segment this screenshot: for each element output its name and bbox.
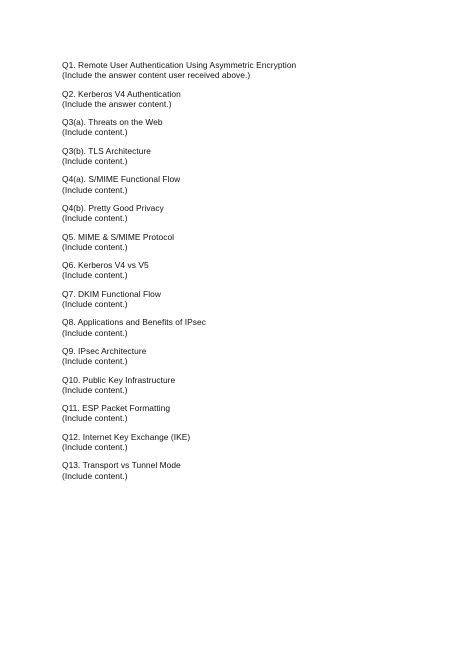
question-note: (Include content.) (62, 384, 128, 395)
question-item-q6 (62, 260, 442, 289)
question-title: Q6. Kerberos V4 vs V5 (62, 260, 149, 271)
question-title: Q4(b). Pretty Good Privacy (62, 202, 164, 213)
question-title: Q5. MIME & S/MIME Protocol (62, 231, 175, 242)
question-title: Q12. Internet Key Exchange (IKE) (62, 431, 191, 442)
question-title: Q4(a). S/MIME Functional Flow (62, 174, 181, 185)
question-title: Q8. Applications and Benefits of IPsec (62, 317, 206, 328)
question-note: (Include content.) (62, 298, 128, 309)
question-item-q10 (62, 375, 442, 404)
question-title: Q7. DKIM Functional Flow (62, 288, 161, 299)
question-note: (Include content.) (62, 327, 128, 338)
question-note: (Include content.) (62, 213, 128, 224)
question-title: Q13. Transport vs Tunnel Mode (62, 460, 181, 471)
question-list (62, 60, 442, 489)
question-title: Q11. ESP Packet Formatting (62, 403, 171, 414)
question-note: (Include content.) (62, 155, 128, 166)
question-title: Q3(a). Threats on the Web (62, 117, 163, 128)
question-item-q13 (62, 460, 442, 489)
question-item-q2 (62, 89, 442, 118)
question-item-q4a (62, 174, 442, 203)
question-item-q11 (62, 403, 442, 432)
question-title: Q9. IPsec Architecture (62, 345, 147, 356)
question-note: (Include the answer content user received above.) (62, 70, 251, 81)
question-note: (Include content.) (62, 241, 128, 252)
question-title: Q10. Public Key Infrastructure (62, 374, 176, 385)
question-note: (Include content.) (62, 127, 128, 138)
question-note: (Include content.) (62, 413, 128, 424)
question-item-q7 (62, 289, 442, 318)
question-note: (Include the answer content.) (62, 98, 172, 109)
question-item-q8 (62, 317, 442, 346)
question-item-q5 (62, 232, 442, 261)
question-item-q9 (62, 346, 442, 375)
question-title: Q3(b). TLS Architecture (62, 145, 151, 156)
question-item-q12 (62, 432, 442, 461)
question-note: (Include content.) (62, 184, 128, 195)
question-item-q3b (62, 146, 442, 175)
question-title: Q2. Kerberos V4 Authentication (62, 88, 181, 99)
question-title: Q1. Remote User Authentication Using Asymmetric Encryption (62, 60, 297, 70)
question-note: (Include content.) (62, 270, 128, 281)
question-note: (Include content.) (62, 470, 128, 481)
question-item-q1 (62, 60, 442, 89)
question-note: (Include content.) (62, 356, 128, 367)
question-item-q3a (62, 117, 442, 146)
question-note: (Include content.) (62, 441, 128, 452)
question-item-q4b (62, 203, 442, 232)
